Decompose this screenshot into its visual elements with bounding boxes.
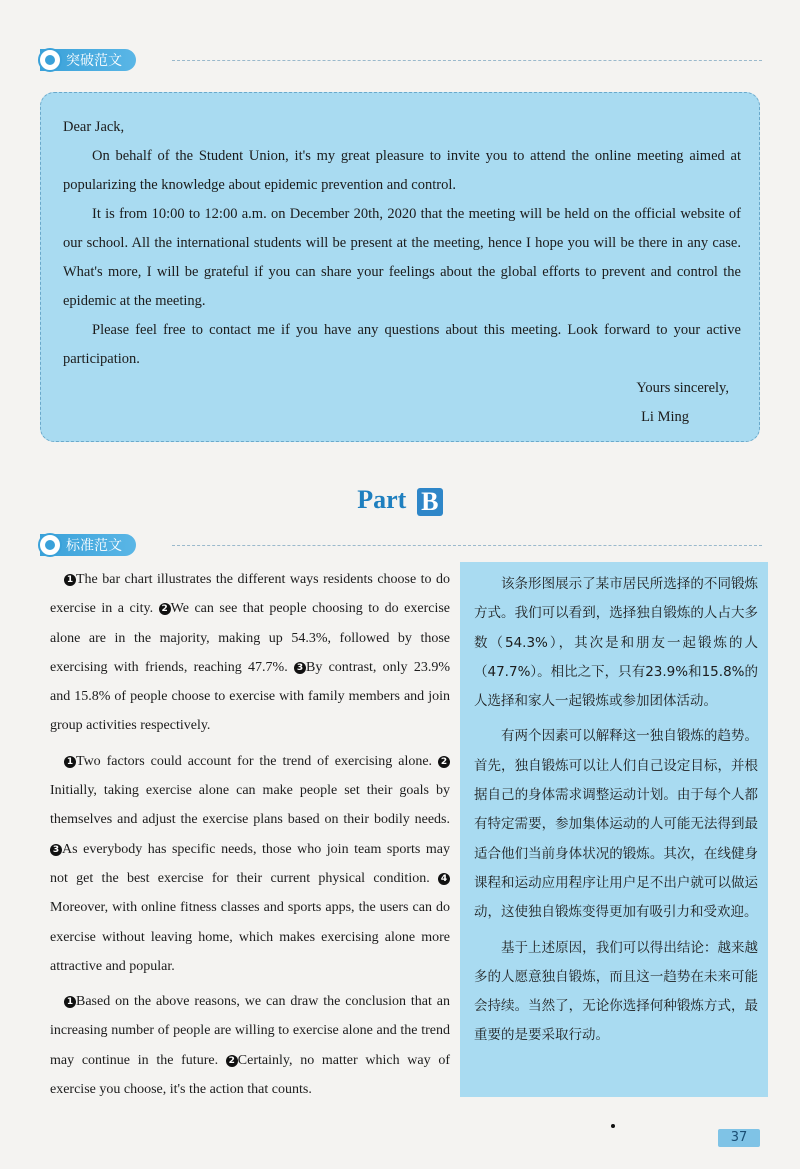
part-title xyxy=(0,485,800,516)
sentence: Based on the above reasons, we can draw the conclusion that an increasing number of people are willing to exercise alone and the trend may continue in the future. xyxy=(50,994,450,1068)
banner-label: 突破范文 xyxy=(66,53,122,69)
essay-paragraph-1 xyxy=(50,565,450,741)
sample-letter-box xyxy=(40,92,760,442)
letter-paragraph-3: Please feel free to contact me if you have any questions about this meeting. Look forward to your active participation. xyxy=(63,322,741,367)
sentence: Initially, taking exercise alone can make people set their goals by themselves and adjust the exercise plans based on their bodily needs. xyxy=(50,783,450,828)
translation-paragraph-2: 有两个因素可以解释这一独自锻炼的趋势。首先，独自锻炼可以让人们自己设定目标，并根据自己的身体需求调整运动计划。由于每个人都有特定需要，参加集体运动的人可能无法得到最适合他们当前身体状况的锻炼。其次，在线健身课程和运动应用程序让用户足不出户就可以做运动，这使独自锻炼变得更加有吸引力和受欢迎。 xyxy=(474,728,758,921)
sentence: Two factors could account for the trend of exercising alone. xyxy=(76,753,433,769)
letter-paragraph-1: On behalf of the Student Union, it's my great pleasure to invite you to attend the online meeting aimed at popularizing the knowledge about epidemic prevention and control. xyxy=(63,148,741,193)
section-banner-2 xyxy=(40,534,136,556)
speech-bubble-icon xyxy=(38,533,62,557)
banner-divider xyxy=(172,60,762,62)
essay-paragraph-2 xyxy=(50,747,450,981)
sentence-marker-2: 2 xyxy=(226,1055,238,1067)
sentence: Moreover, with online fitness classes and sports apps, the users can do exercise without leaving home, which makes exercising alone more attractive and popular. xyxy=(50,900,450,974)
decorative-dot xyxy=(611,1124,615,1128)
banner-badge xyxy=(40,534,136,556)
letter-closing: Yours sincerely, xyxy=(636,380,729,396)
part-label: Part xyxy=(357,485,407,514)
banner-badge xyxy=(40,49,136,71)
essay-paragraph-3 xyxy=(50,987,450,1104)
sentence-marker-1: 1 xyxy=(64,756,76,768)
sentence-marker-4: 4 xyxy=(438,873,450,885)
sentence-marker-2: 2 xyxy=(159,603,171,615)
sentence: We can see that people choosing to do exercise alone are in the majority, making up 54.3%, followed by those exercising with friends, reaching 47.7%. xyxy=(50,601,451,675)
sentence-marker-1: 1 xyxy=(64,574,76,586)
translation-paragraph-3: 基于上述原因，我们可以得出结论：越来越多的人愿意独自锻炼，而且这一趋势在未来可能会持续。当然了，无论你选择何种锻炼方式，最重要的是要采取行动。 xyxy=(474,939,758,1044)
sentence-marker-2: 2 xyxy=(438,756,450,768)
sentence: Certainly, no matter which way of exercise you choose, it's the action that counts. xyxy=(50,1052,450,1098)
sentence: As everybody has specific needs, those who join team sports may not get the best exercise for their current physical condition. xyxy=(50,841,450,886)
letter-signature: Li Ming xyxy=(641,409,689,425)
speech-bubble-icon xyxy=(38,48,62,72)
translation-paragraph-1: 该条形图展示了某市居民所选择的不同锻炼方式。我们可以看到，选择独自锻炼的人占大多数（54.3%），其次是和朋友一起锻炼的人（47.7%）。相比之下，只有23.9%和15.8%的人选择和家人一起锻炼或参加团体活动。 xyxy=(474,576,758,710)
page-number: 37 xyxy=(718,1129,760,1147)
sentence-marker-1: 1 xyxy=(64,996,76,1008)
section-banner-1 xyxy=(40,49,136,71)
sentence: The bar chart illustrates the different ways residents choose to do exercise in a city. xyxy=(50,572,450,617)
letter-greeting: Dear Jack, xyxy=(63,119,125,135)
english-essay xyxy=(50,565,450,1110)
part-letter-badge: B xyxy=(417,488,443,516)
letter-paragraph-2: It is from 10:00 to 12:00 a.m. on December 20th, 2020 that the meeting will be held on the official website of our school. All the international students will be present at the meeting, hence I hope you will be there in any case. What's more, I will be grateful if you can share your feelings about the global efforts to prevent and control the epidemic at the meeting. xyxy=(63,206,741,309)
sentence: By contrast, only 23.9% and 15.8% of people choose to exercise with family members and join group activities respectively. xyxy=(50,659,450,734)
sentence-marker-3: 3 xyxy=(50,844,62,856)
banner-divider xyxy=(172,545,762,547)
banner-label: 标准范文 xyxy=(66,538,122,554)
chinese-translation xyxy=(460,562,768,1097)
sentence-marker-3: 3 xyxy=(294,662,306,674)
